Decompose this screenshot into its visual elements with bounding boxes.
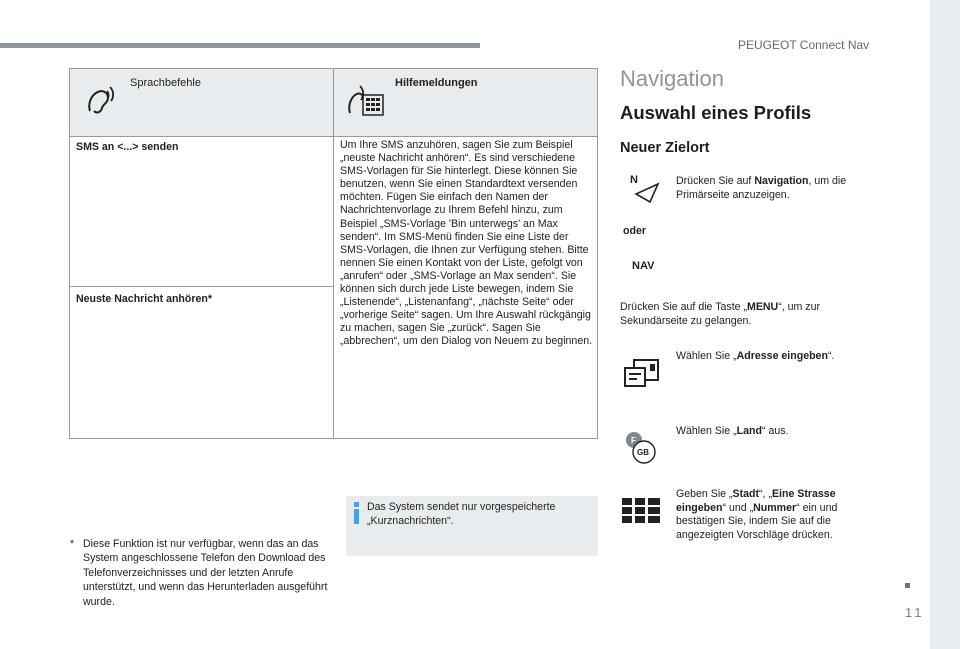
column-divider bbox=[333, 69, 334, 438]
step-address-text: Wählen Sie „Adresse eingeben“. bbox=[676, 350, 835, 362]
footnote-text: Diese Funktion ist nur verfügbar, wenn das an das System angeschlossene Telefon den Download des Telefonverzeichnisses und der letzten Anrufe unterstützt, und wenn das Herunterladen ausgeführt wurde. bbox=[83, 538, 328, 608]
keypad-icon bbox=[620, 496, 662, 526]
enter-address-icon bbox=[622, 358, 660, 388]
flag-f-label: F bbox=[631, 436, 636, 445]
voice-command-table bbox=[69, 68, 598, 439]
footnote-marker: * bbox=[70, 538, 75, 550]
page-heading: Auswahl eines Profils bbox=[620, 102, 812, 123]
compass-navigation-icon bbox=[628, 172, 662, 206]
step-city-text: Geben Sie „Stadt“, „Eine Strasse eingeben“ und „Nummer“ ein und bestätigen Sie, indem Sie auf die angezeigten Vorschläge drücken. bbox=[676, 488, 838, 541]
step-country-text: Wählen Sie „Land“ aus. bbox=[676, 425, 789, 437]
nav-key-label: NAV bbox=[632, 260, 655, 272]
voice-command-icon bbox=[84, 83, 118, 117]
help-response-text: Um Ihre SMS anzuhören, sagen Sie zum Beispiel „neuste Nachricht anhören“. Es sind verschiedene SMS-Vorlagen für Sie hinterlegt. Diese können Sie benutzen, wenn Sie einen Standardtext versenden möchten. Fügen Sie einfach den Namen der Nachrichtenvorlage zu Ihrem Befehl hinzu, zum Beispiel „SMS-Vorlage 'Bin unterwegs' an Max senden“. Im SMS-Menü finden Sie eine Liste der SMS-Vorlagen, die Ihnen zur Verfügung stehen. Bitte nennen Sie einen Kontakt von der Liste, gefolgt von „anrufen“ oder „SMS-Vorlage an Max senden“. Sie können sich durch jede Liste bewegen, indem Sie „Listenende“, „Listenanfang“, „nächste Seite“ oder „vorherige Seite“ sagen. Um Ihre Auswahl rückgängig zu machen, sagen Sie „zurück“. Sagen Sie „abbrechen“, um den Dialog von Neuem zu beginnen. bbox=[340, 139, 593, 348]
compass-letter: N bbox=[630, 174, 638, 186]
continue-marker bbox=[905, 583, 910, 588]
flag-gb-label: GB bbox=[637, 448, 649, 457]
command-read-latest: Neuste Nachricht anhören* bbox=[76, 293, 212, 305]
step-menu-text: Drücken Sie auf die Taste „MENU“, um zur Sekundärseite zu gelangen. bbox=[620, 301, 820, 327]
page-edge-band bbox=[930, 0, 960, 649]
step-navigation-text: Drücken Sie auf Navigation, um die Primärseite anzuzeigen. bbox=[676, 175, 847, 201]
country-flag-icon bbox=[624, 430, 664, 466]
footnote bbox=[70, 537, 330, 609]
voice-commands-header: Sprachbefehle bbox=[130, 77, 201, 89]
page-number: 11 bbox=[905, 605, 925, 620]
manual-title: PEUGEOT Connect Nav bbox=[738, 38, 870, 52]
header-bar bbox=[0, 43, 480, 48]
help-messages-icon bbox=[346, 83, 386, 119]
info-text: Das System sendet nur vorgespeicherte „Kurznachrichten“. bbox=[367, 501, 556, 527]
subheading: Neuer Zielort bbox=[620, 140, 710, 156]
info-icon bbox=[352, 502, 362, 524]
info-box bbox=[346, 496, 598, 556]
row-divider bbox=[70, 286, 333, 287]
section-title: Navigation bbox=[620, 66, 724, 91]
help-messages-header: Hilfemeldungen bbox=[395, 77, 478, 89]
command-send-sms: SMS an <...> senden bbox=[76, 141, 179, 153]
or-label: oder bbox=[623, 225, 646, 237]
